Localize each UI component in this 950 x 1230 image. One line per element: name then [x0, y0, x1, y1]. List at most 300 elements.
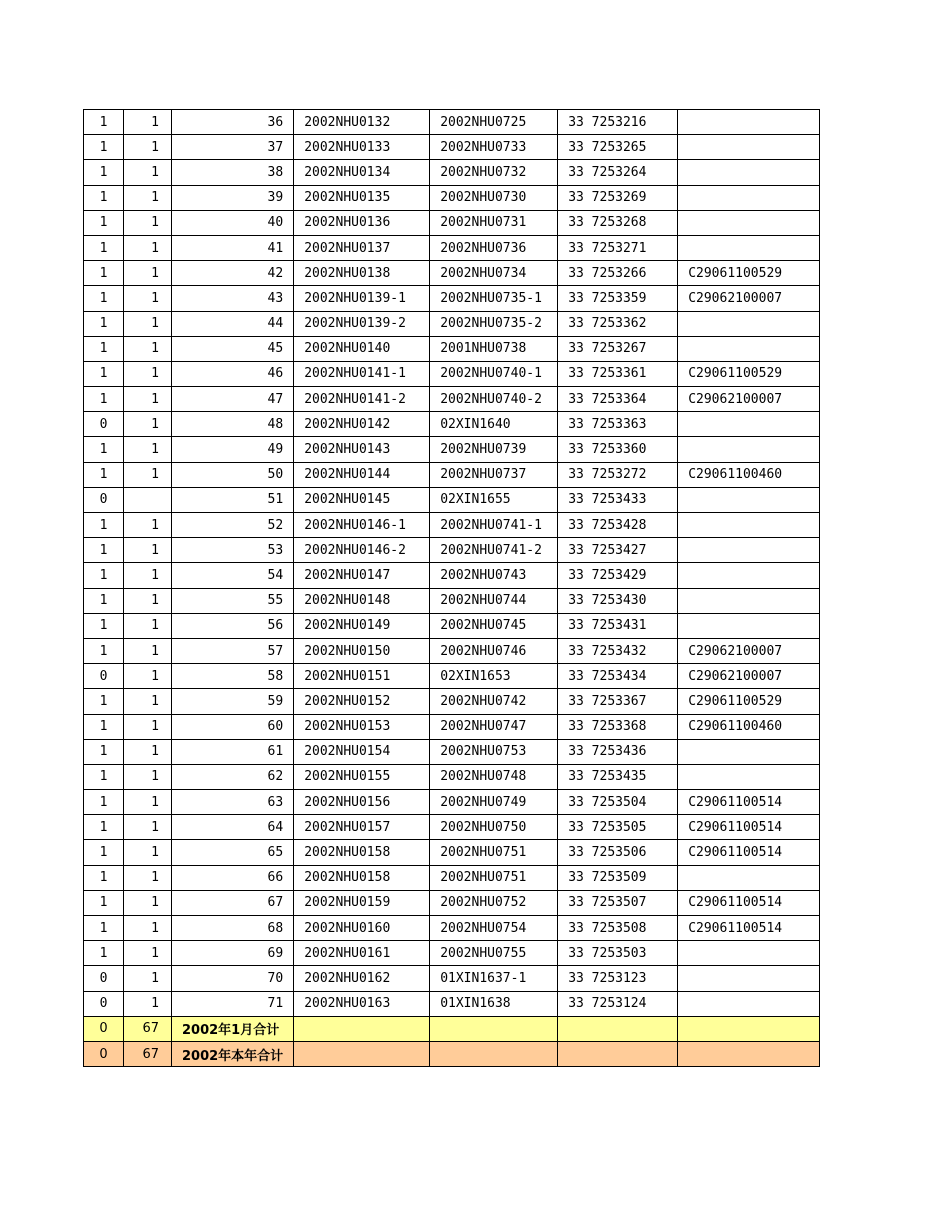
flag-b-cell: 1: [124, 261, 172, 286]
code-a-cell: 2002NHU0137: [294, 235, 430, 260]
flag-b-cell: 1: [124, 361, 172, 386]
code-b-cell: 2002NHU0742: [430, 689, 558, 714]
table-row: [84, 991, 820, 1016]
summary-label-cell: [172, 1041, 294, 1066]
serial-cell: 51: [172, 487, 294, 512]
code-b-cell: 2002NHU0740-1: [430, 361, 558, 386]
flag-a-cell: 1: [84, 361, 124, 386]
ref-code-cell: [678, 437, 820, 462]
code-a-cell: 2002NHU0136: [294, 210, 430, 235]
table-row: [84, 336, 820, 361]
code-a-cell: 2002NHU0153: [294, 714, 430, 739]
table-row: [84, 689, 820, 714]
flag-a-cell: 1: [84, 739, 124, 764]
table-row: [84, 613, 820, 638]
code-b-cell: 2002NHU0747: [430, 714, 558, 739]
flag-b-cell: 1: [124, 815, 172, 840]
flag-a-cell: 1: [84, 437, 124, 462]
table-row: [84, 638, 820, 663]
flag-a-cell: 1: [84, 689, 124, 714]
ref-code-cell: C29062100007: [678, 638, 820, 663]
phone-cell: 33 7253427: [558, 538, 678, 563]
flag-a-cell: 1: [84, 336, 124, 361]
serial-cell: 49: [172, 437, 294, 462]
ref-code-cell: [678, 764, 820, 789]
phone-cell: 33 7253267: [558, 336, 678, 361]
flag-a-cell: 1: [84, 815, 124, 840]
flag-b-cell: 1: [124, 890, 172, 915]
flag-b-cell: 1: [124, 790, 172, 815]
flag-b-cell: 1: [124, 235, 172, 260]
phone-cell: 33 7253429: [558, 563, 678, 588]
code-a-cell: 2002NHU0141-1: [294, 361, 430, 386]
flag-a-cell: 1: [84, 916, 124, 941]
ref-code-cell: [678, 538, 820, 563]
serial-cell: 61: [172, 739, 294, 764]
serial-cell: 57: [172, 638, 294, 663]
flag-a-cell: 1: [84, 462, 124, 487]
serial-cell: 37: [172, 135, 294, 160]
ref-code-cell: C29061100514: [678, 815, 820, 840]
code-a-cell: 2002NHU0159: [294, 890, 430, 915]
ref-code-cell: [678, 210, 820, 235]
code-a-cell: 2002NHU0135: [294, 185, 430, 210]
table-row: [84, 135, 820, 160]
phone-cell: 33 7253265: [558, 135, 678, 160]
code-a-cell: 2002NHU0132: [294, 110, 430, 135]
phone-cell: 33 7253508: [558, 916, 678, 941]
code-b-cell: 2002NHU0737: [430, 462, 558, 487]
flag-b-cell: 1: [124, 513, 172, 538]
ref-code-cell: C29062100007: [678, 286, 820, 311]
ref-code-cell: [678, 941, 820, 966]
flag-b-cell: 1: [124, 412, 172, 437]
code-a-cell: 2002NHU0156: [294, 790, 430, 815]
phone-cell: 33 7253363: [558, 412, 678, 437]
code-a-cell: 2002NHU0158: [294, 840, 430, 865]
ref-code-cell: C29061100460: [678, 462, 820, 487]
code-b-cell: 2002NHU0741-2: [430, 538, 558, 563]
summary-empty-cell: [558, 1016, 678, 1041]
code-a-cell: 2002NHU0139-2: [294, 311, 430, 336]
table-row: [84, 966, 820, 991]
summary-row: [84, 1041, 820, 1066]
flag-b-cell: 1: [124, 764, 172, 789]
serial-cell: 62: [172, 764, 294, 789]
table-row: [84, 563, 820, 588]
ref-code-cell: [678, 487, 820, 512]
serial-cell: 58: [172, 664, 294, 689]
ref-code-cell: C29061100460: [678, 714, 820, 739]
ref-code-cell: [678, 513, 820, 538]
flag-a-cell: 1: [84, 160, 124, 185]
flag-b-cell: 1: [124, 210, 172, 235]
ref-code-cell: C29061100514: [678, 916, 820, 941]
code-b-cell: 2002NHU0736: [430, 235, 558, 260]
ref-code-cell: [678, 865, 820, 890]
flag-b-cell: 1: [124, 941, 172, 966]
table-row: [84, 462, 820, 487]
summary-label: 2002年本年合计: [182, 1048, 284, 1064]
phone-cell: 33 7253268: [558, 210, 678, 235]
code-a-cell: 2002NHU0149: [294, 613, 430, 638]
ref-code-cell: [678, 966, 820, 991]
table-row: [84, 513, 820, 538]
summary-count-cell: 67: [124, 1016, 172, 1041]
code-a-cell: 2002NHU0161: [294, 941, 430, 966]
flag-a-cell: 1: [84, 513, 124, 538]
table-row: [84, 764, 820, 789]
table-row: [84, 588, 820, 613]
code-b-cell: 2002NHU0740-2: [430, 387, 558, 412]
code-b-cell: 2002NHU0741-1: [430, 513, 558, 538]
serial-cell: 43: [172, 286, 294, 311]
code-a-cell: 2002NHU0139-1: [294, 286, 430, 311]
ref-code-cell: C29061100514: [678, 890, 820, 915]
flag-b-cell: [124, 487, 172, 512]
flag-b-cell: 1: [124, 286, 172, 311]
flag-a-cell: 1: [84, 790, 124, 815]
summary-flag-cell: 0: [84, 1016, 124, 1041]
flag-a-cell: 1: [84, 235, 124, 260]
ref-code-cell: [678, 160, 820, 185]
ref-code-cell: C29061100514: [678, 840, 820, 865]
flag-b-cell: 1: [124, 840, 172, 865]
code-b-cell: 2002NHU0752: [430, 890, 558, 915]
phone-cell: 33 7253507: [558, 890, 678, 915]
summary-empty-cell: [678, 1041, 820, 1066]
code-b-cell: 01XIN1638: [430, 991, 558, 1016]
summary-label-cell: [172, 1016, 294, 1041]
code-a-cell: 2002NHU0143: [294, 437, 430, 462]
code-a-cell: 2002NHU0134: [294, 160, 430, 185]
summary-empty-cell: [294, 1016, 430, 1041]
phone-cell: 33 7253362: [558, 311, 678, 336]
flag-b-cell: 1: [124, 714, 172, 739]
ref-code-cell: C29062100007: [678, 664, 820, 689]
table-row: [84, 361, 820, 386]
flag-a-cell: 1: [84, 261, 124, 286]
code-a-cell: 2002NHU0160: [294, 916, 430, 941]
summary-empty-cell: [430, 1016, 558, 1041]
phone-cell: 33 7253434: [558, 664, 678, 689]
flag-a-cell: 1: [84, 840, 124, 865]
table-row: [84, 110, 820, 135]
serial-cell: 65: [172, 840, 294, 865]
code-b-cell: 2002NHU0725: [430, 110, 558, 135]
serial-cell: 36: [172, 110, 294, 135]
table-row: [84, 235, 820, 260]
code-b-cell: 2002NHU0734: [430, 261, 558, 286]
table-row: [84, 815, 820, 840]
serial-cell: 59: [172, 689, 294, 714]
flag-b-cell: 1: [124, 387, 172, 412]
serial-cell: 53: [172, 538, 294, 563]
flag-a-cell: 1: [84, 941, 124, 966]
flag-b-cell: 1: [124, 538, 172, 563]
flag-b-cell: 1: [124, 689, 172, 714]
flag-a-cell: 1: [84, 588, 124, 613]
flag-a-cell: 1: [84, 563, 124, 588]
code-b-cell: 2002NHU0751: [430, 865, 558, 890]
flag-b-cell: 1: [124, 110, 172, 135]
code-a-cell: 2002NHU0146-2: [294, 538, 430, 563]
ref-code-cell: C29061100529: [678, 261, 820, 286]
code-b-cell: 2002NHU0745: [430, 613, 558, 638]
serial-cell: 38: [172, 160, 294, 185]
phone-cell: 33 7253503: [558, 941, 678, 966]
serial-cell: 55: [172, 588, 294, 613]
phone-cell: 33 7253432: [558, 638, 678, 663]
phone-cell: 33 7253436: [558, 739, 678, 764]
code-a-cell: 2002NHU0147: [294, 563, 430, 588]
table-row: [84, 160, 820, 185]
serial-cell: 56: [172, 613, 294, 638]
ref-code-cell: [678, 135, 820, 160]
serial-cell: 40: [172, 210, 294, 235]
phone-cell: 33 7253367: [558, 689, 678, 714]
flag-a-cell: 1: [84, 865, 124, 890]
flag-b-cell: 1: [124, 966, 172, 991]
code-a-cell: 2002NHU0152: [294, 689, 430, 714]
ref-code-cell: C29062100007: [678, 387, 820, 412]
phone-cell: 33 7253264: [558, 160, 678, 185]
flag-a-cell: 1: [84, 110, 124, 135]
phone-cell: 33 7253506: [558, 840, 678, 865]
ref-code-cell: [678, 563, 820, 588]
summary-count-cell: 67: [124, 1041, 172, 1066]
table-row: [84, 916, 820, 941]
serial-cell: 42: [172, 261, 294, 286]
flag-b-cell: 1: [124, 664, 172, 689]
table-row: [84, 840, 820, 865]
serial-cell: 69: [172, 941, 294, 966]
summary-empty-cell: [678, 1016, 820, 1041]
code-a-cell: 2002NHU0157: [294, 815, 430, 840]
flag-b-cell: 1: [124, 865, 172, 890]
phone-cell: 33 7253360: [558, 437, 678, 462]
table-row: [84, 538, 820, 563]
flag-a-cell: 1: [84, 286, 124, 311]
table-body: [84, 110, 820, 1067]
flag-a-cell: 0: [84, 991, 124, 1016]
flag-b-cell: 1: [124, 311, 172, 336]
serial-cell: 63: [172, 790, 294, 815]
table-row: [84, 739, 820, 764]
code-a-cell: 2002NHU0145: [294, 487, 430, 512]
code-a-cell: 2002NHU0144: [294, 462, 430, 487]
summary-label: 2002年1月合计: [182, 1023, 280, 1039]
table-row: [84, 941, 820, 966]
summary-row: [84, 1016, 820, 1041]
code-b-cell: 2002NHU0739: [430, 437, 558, 462]
phone-cell: 33 7253266: [558, 261, 678, 286]
phone-cell: 33 7253123: [558, 966, 678, 991]
phone-cell: 33 7253269: [558, 185, 678, 210]
code-a-cell: 2002NHU0163: [294, 991, 430, 1016]
ref-code-cell: C29061100529: [678, 689, 820, 714]
flag-b-cell: 1: [124, 462, 172, 487]
flag-b-cell: 1: [124, 160, 172, 185]
code-b-cell: 2002NHU0735-2: [430, 311, 558, 336]
ref-code-cell: [678, 739, 820, 764]
code-b-cell: 2002NHU0746: [430, 638, 558, 663]
ref-code-cell: [678, 110, 820, 135]
table-row: [84, 865, 820, 890]
code-a-cell: 2002NHU0148: [294, 588, 430, 613]
serial-cell: 71: [172, 991, 294, 1016]
phone-cell: 33 7253504: [558, 790, 678, 815]
code-b-cell: 2001NHU0738: [430, 336, 558, 361]
flag-a-cell: 0: [84, 966, 124, 991]
summary-empty-cell: [294, 1041, 430, 1066]
serial-cell: 45: [172, 336, 294, 361]
code-a-cell: 2002NHU0154: [294, 739, 430, 764]
serial-cell: 54: [172, 563, 294, 588]
code-b-cell: 01XIN1637-1: [430, 966, 558, 991]
code-a-cell: 2002NHU0141-2: [294, 387, 430, 412]
flag-b-cell: 1: [124, 588, 172, 613]
table-row: [84, 714, 820, 739]
ref-code-cell: [678, 991, 820, 1016]
ref-code-cell: C29061100529: [678, 361, 820, 386]
code-b-cell: 02XIN1653: [430, 664, 558, 689]
table-row: [84, 286, 820, 311]
code-a-cell: 2002NHU0140: [294, 336, 430, 361]
code-a-cell: 2002NHU0158: [294, 865, 430, 890]
code-a-cell: 2002NHU0142: [294, 412, 430, 437]
phone-cell: 33 7253509: [558, 865, 678, 890]
code-b-cell: 2002NHU0751: [430, 840, 558, 865]
flag-a-cell: 1: [84, 387, 124, 412]
serial-cell: 44: [172, 311, 294, 336]
serial-cell: 60: [172, 714, 294, 739]
code-b-cell: 2002NHU0750: [430, 815, 558, 840]
phone-cell: 33 7253505: [558, 815, 678, 840]
serial-cell: 39: [172, 185, 294, 210]
flag-a-cell: 0: [84, 412, 124, 437]
flag-a-cell: 1: [84, 890, 124, 915]
flag-b-cell: 1: [124, 991, 172, 1016]
code-a-cell: 2002NHU0138: [294, 261, 430, 286]
flag-a-cell: 1: [84, 638, 124, 663]
table-row: [84, 790, 820, 815]
flag-b-cell: 1: [124, 563, 172, 588]
flag-b-cell: 1: [124, 638, 172, 663]
code-b-cell: 2002NHU0732: [430, 160, 558, 185]
code-b-cell: 2002NHU0733: [430, 135, 558, 160]
flag-a-cell: 1: [84, 210, 124, 235]
phone-cell: 33 7253359: [558, 286, 678, 311]
ref-code-cell: C29061100514: [678, 790, 820, 815]
phone-cell: 33 7253364: [558, 387, 678, 412]
phone-cell: 33 7253216: [558, 110, 678, 135]
serial-cell: 52: [172, 513, 294, 538]
flag-a-cell: 1: [84, 185, 124, 210]
table-row: [84, 311, 820, 336]
flag-a-cell: 1: [84, 135, 124, 160]
code-b-cell: 2002NHU0743: [430, 563, 558, 588]
serial-cell: 67: [172, 890, 294, 915]
serial-cell: 64: [172, 815, 294, 840]
flag-b-cell: 1: [124, 613, 172, 638]
flag-a-cell: 0: [84, 487, 124, 512]
table-row: [84, 210, 820, 235]
serial-cell: 66: [172, 865, 294, 890]
flag-b-cell: 1: [124, 916, 172, 941]
flag-b-cell: 1: [124, 336, 172, 361]
code-b-cell: 2002NHU0731: [430, 210, 558, 235]
flag-a-cell: 0: [84, 664, 124, 689]
phone-cell: 33 7253430: [558, 588, 678, 613]
table-row: [84, 412, 820, 437]
phone-cell: 33 7253271: [558, 235, 678, 260]
table-row: [84, 487, 820, 512]
flag-a-cell: 1: [84, 538, 124, 563]
code-b-cell: 2002NHU0730: [430, 185, 558, 210]
code-b-cell: 2002NHU0744: [430, 588, 558, 613]
table-row: [84, 664, 820, 689]
code-b-cell: 2002NHU0735-1: [430, 286, 558, 311]
phone-cell: 33 7253368: [558, 714, 678, 739]
code-b-cell: 2002NHU0753: [430, 739, 558, 764]
ref-code-cell: [678, 185, 820, 210]
table-row: [84, 387, 820, 412]
flag-a-cell: 1: [84, 714, 124, 739]
code-b-cell: 02XIN1640: [430, 412, 558, 437]
ref-code-cell: [678, 588, 820, 613]
serial-cell: 47: [172, 387, 294, 412]
phone-cell: 33 7253361: [558, 361, 678, 386]
flag-b-cell: 1: [124, 437, 172, 462]
summary-flag-cell: 0: [84, 1041, 124, 1066]
code-a-cell: 2002NHU0133: [294, 135, 430, 160]
table-row: [84, 437, 820, 462]
phone-cell: 33 7253428: [558, 513, 678, 538]
flag-b-cell: 1: [124, 185, 172, 210]
serial-cell: 46: [172, 361, 294, 386]
code-b-cell: 02XIN1655: [430, 487, 558, 512]
phone-cell: 33 7253431: [558, 613, 678, 638]
code-a-cell: 2002NHU0146-1: [294, 513, 430, 538]
phone-cell: 33 7253124: [558, 991, 678, 1016]
serial-cell: 48: [172, 412, 294, 437]
phone-cell: 33 7253433: [558, 487, 678, 512]
summary-empty-cell: [558, 1041, 678, 1066]
ref-code-cell: [678, 311, 820, 336]
table-row: [84, 261, 820, 286]
code-a-cell: 2002NHU0162: [294, 966, 430, 991]
code-b-cell: 2002NHU0748: [430, 764, 558, 789]
flag-b-cell: 1: [124, 135, 172, 160]
phone-cell: 33 7253435: [558, 764, 678, 789]
flag-b-cell: 1: [124, 739, 172, 764]
flag-a-cell: 1: [84, 613, 124, 638]
code-a-cell: 2002NHU0150: [294, 638, 430, 663]
flag-a-cell: 1: [84, 764, 124, 789]
ref-code-cell: [678, 336, 820, 361]
table-row: [84, 185, 820, 210]
phone-cell: 33 7253272: [558, 462, 678, 487]
ref-code-cell: [678, 412, 820, 437]
serial-cell: 70: [172, 966, 294, 991]
code-b-cell: 2002NHU0755: [430, 941, 558, 966]
serial-cell: 68: [172, 916, 294, 941]
code-a-cell: 2002NHU0151: [294, 664, 430, 689]
flag-a-cell: 1: [84, 311, 124, 336]
serial-cell: 41: [172, 235, 294, 260]
ref-code-cell: [678, 613, 820, 638]
